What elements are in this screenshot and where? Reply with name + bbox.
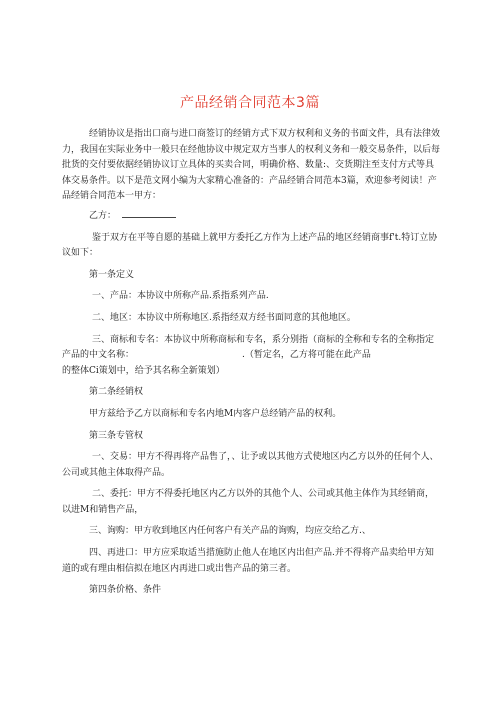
article-3-clause-4: 四、再进口：甲方应采取适当措施防止他人在地区内出但产品.并不得将产品卖给甲方知道的或有理由相信拟在地区内再进口或出售产品的第三者。 [62,548,434,574]
party-b-label: 乙方： [89,210,117,221]
document-title: 产品经销合同范本3篇 [180,95,320,111]
document-body [62,127,442,599]
article-2-heading: 第二条经销权 [89,387,144,398]
article-1-clause-3 [62,333,442,364]
article-1-heading: 第一条定义 [89,269,135,280]
article-3-clause-3: 三、询购：甲方收到地区内任何客户有关产品的询购，均应交给乙方.、 [89,526,371,537]
article-4-heading: 第四条价格、条件 [89,585,162,596]
article-1-clause-1: 一、产品：本协议中所称产品.系指系列产品. [92,291,269,302]
article-3-clause-2: 二、委托：甲方不得委托地区内乙方以外的其他个人、公司或其他主体作为其经销商，以进M和销售产品， [62,489,435,515]
intro-paragraph: 经销协议是指出口商与进口商签订的经销方式下双方权利和义务的书面文件，具有法律效力，我国在实际业务中一般只在经他协议中规定双方当事人的权利义务和一般交易条件，以后每批货的交付要依据经销协议订立具体的买卖合同，明确价格、数量:、交货期注至支付方式等具体交易条件。以下是范文网小编为大家精心准备的：产品经销合同范本3篇，欢迎参考阅读！产品经销合同范本一甲方： [62,129,441,202]
article-3-heading: 第三条专管权 [89,430,144,441]
article-1-clause-3-cont: 的整体Ci策划中，给予其名称全新策划） [62,365,225,376]
article-2-clause-1: 甲方兹给予乙方以商标和专名内地M内客户总经销产品的权利。 [89,408,342,419]
party-b-line [62,208,442,225]
preamble-paragraph: 鉴于双方在平等自愿的基础上就甲方委托乙方作为上述产品的地区经销商事f't.特订立协议如下： [62,232,438,259]
article-3-clause-1: 一、交易：甲方不得再将产品售了，、让予或以其他方式使地区内乙方以外的任何个人、公司或其他主体取得产品。 [62,452,439,478]
article-1-clause-3-part-a: 三、商标和专名：本协议中所称商标和专名，系分别指（商标的全称和专名的全称指定产品的中文名称： [62,334,435,361]
article-1-clause-3-part-b: .（暂定名，乙方将可能在此产品 [242,350,371,361]
party-b-blank [122,208,176,218]
article-1-clause-2: 二、地区：本协议中所称地区.系指经双方经书面同意的其他地区。 [92,312,356,323]
